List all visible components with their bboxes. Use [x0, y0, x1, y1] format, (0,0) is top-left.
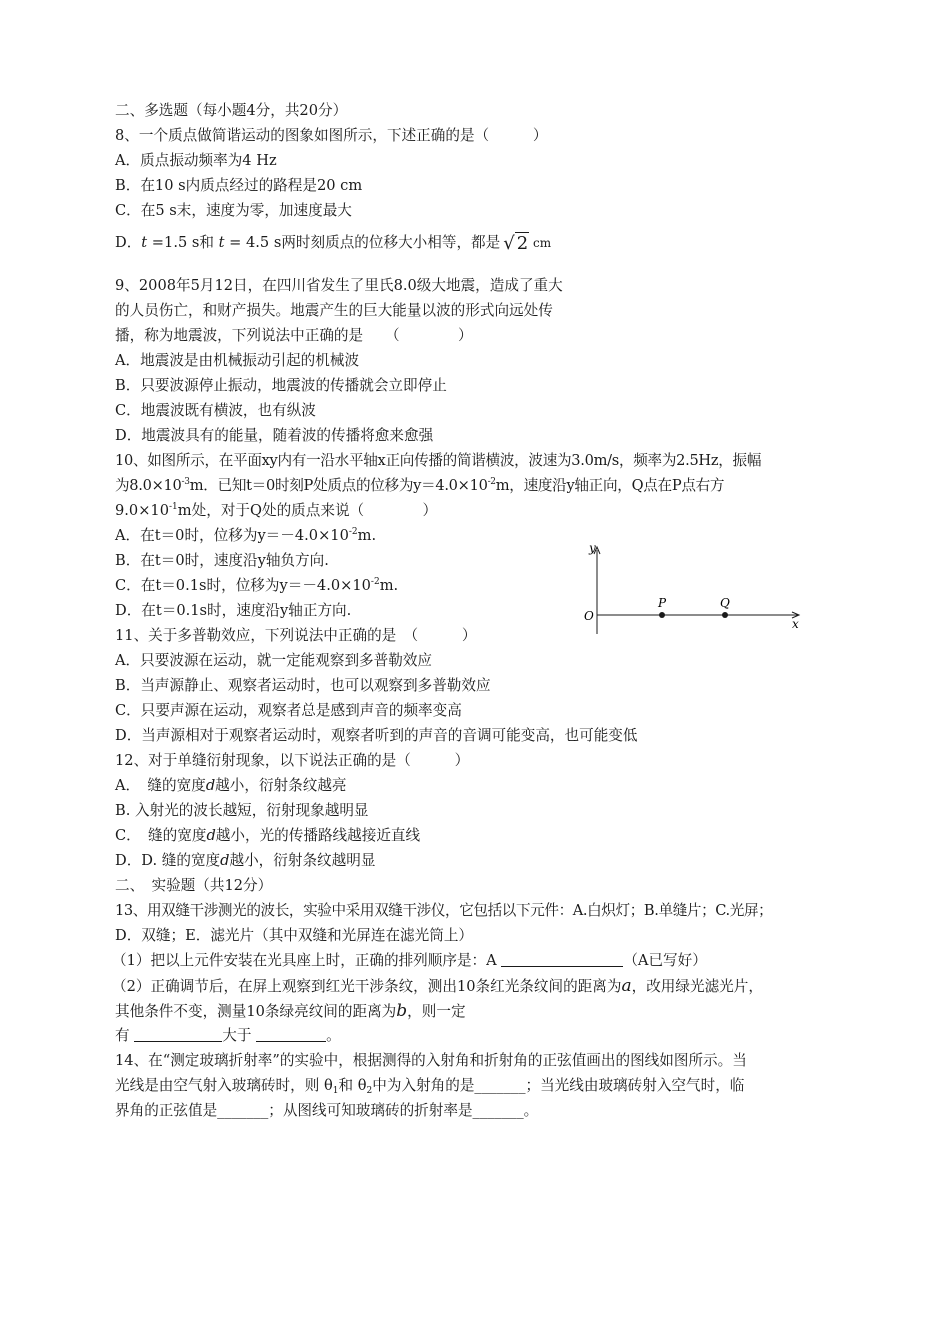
q10-exp-2: -2 [487, 477, 496, 487]
x-axis-label: x [792, 617, 799, 631]
question-11-option-d: D．当声源相对于观察者运动时，观察者听到的声音的音调可能变高，也可能变低 [115, 727, 638, 744]
question-10-stem-line-1: 10、如图所示，在平面xy内有一沿水平轴x正向传播的简谐横波，波速为3.0m/s，频率为2.5Hz，振幅 [115, 452, 762, 469]
point-q-label: Q [720, 596, 730, 610]
question-13-part-2-line-2 [115, 1001, 466, 1022]
question-9-option-c: C．地震波既有横波，也有纵波 [115, 402, 316, 419]
option-d-label: D． [115, 234, 142, 251]
q12a-pre: A． 缝的宽度 [115, 777, 206, 794]
question-8-option-c: C．在5 s末，速度为零，加速度最大 [115, 202, 352, 219]
question-14-stem-line-2 [115, 1076, 744, 1096]
q13p1-text: （1）把以上元件安装在光具座上时，正确的排列顺序是：A [112, 952, 502, 969]
q13p3-text: 其他条件不变，测量10条绿亮纹间的距离为 [115, 1003, 397, 1020]
q14-text-1: 光线是由空气射入玻璃砖时，则 θ [115, 1077, 333, 1094]
q12d-pre: D．D. 缝的宽度 [115, 852, 221, 869]
q12a-var-d: d [205, 777, 216, 794]
q13p4-you: 有 [115, 1027, 135, 1044]
q10a-text: A．在t＝0时，位移为y＝－4.0×10 [115, 527, 349, 544]
question-12-option-c [115, 826, 420, 846]
option-d-text-1: =1.5 s和 [147, 234, 219, 251]
q10-exp-1: -3 [181, 477, 190, 487]
q12d-var-d: d [220, 852, 230, 869]
y-axis-label: y [589, 541, 596, 555]
question-9-option-d: D．地震波具有的能量，随着波的传播将愈来愈强 [115, 427, 434, 444]
q14-sub-2: 2 [366, 1086, 373, 1096]
question-12-option-a [115, 776, 347, 796]
q12c-var-d: d [206, 827, 216, 844]
section-header-multiple-choice: 二、多选题（每小题4分，共20分） [115, 102, 348, 119]
q14-sub-1: 1 [332, 1086, 339, 1096]
question-13-stem-line-2: D．双缝；E．滤光片（其中双缝和光屏连在滤光筒上） [115, 927, 474, 944]
q10-displacement: m．已知t＝0时刻P处质点的位移为y＝4.0×10 [189, 477, 488, 494]
q13p3-text-2: ，则一定 [407, 1003, 466, 1020]
origin-label: O [584, 609, 594, 623]
sqrt-symbol: √ 2 [503, 233, 529, 254]
question-11-option-b: B．当声源静止、观察者运动时，也可以观察到多普勒效应 [115, 677, 491, 694]
question-10-option-a [115, 526, 376, 546]
question-9-option-a: A．地震波是由机械振动引起的机械波 [115, 352, 360, 369]
question-8-option-a: A．质点振动频率为4 Hz [115, 152, 277, 169]
question-10-stem-line-2 [115, 476, 724, 496]
q10c-exp: -2 [370, 577, 380, 587]
question-9-stem-line-2: 的人员伤亡，和财产损失。地震产生的巨大能量以波的形式向远处传 [115, 302, 553, 319]
question-10-option-d: D．在t＝0.1s时，速度沿y轴正方向. [115, 602, 352, 619]
question-9-stem-line-1: 9、2008年5月12日，在四川省发生了里氏8.0级大地震，造成了重大 [115, 277, 563, 294]
q10a-unit: m. [357, 527, 377, 544]
question-10-option-c [115, 576, 398, 596]
q10a-exp: -2 [348, 527, 358, 537]
question-14-stem-line-3: 界角的正弦值是_______；从图线可知玻璃砖的折射率是_______。 [115, 1102, 539, 1119]
question-10-option-b: B．在t＝0时，速度沿y轴负方向. [115, 552, 329, 569]
section-header-experiment: 二、 实验题（共12分） [115, 877, 273, 894]
q13p2-var-a: a [621, 976, 632, 996]
q10c-unit: m. [379, 577, 399, 594]
q13p4-blank-1[interactable] [134, 1027, 222, 1042]
question-8-option-d [115, 233, 551, 254]
q13p1-answer-blank[interactable] [501, 952, 623, 967]
time-var-1: t [141, 234, 148, 251]
question-13-part-1 [112, 951, 707, 971]
q14-text-3: 中为入射角的是_______；当光线由玻璃砖射入空气时，临 [372, 1077, 745, 1094]
question-8-option-b: B．在10 s内质点经过的路程是20 cm [115, 177, 363, 194]
question-11-option-a: A．只要波源在运动，就一定能观察到多普勒效应 [115, 652, 433, 669]
q13p4-blank-2[interactable] [256, 1027, 326, 1042]
q12d-post: 越小，衍射条纹越明显 [229, 852, 376, 869]
question-14-stem-line-1: 14、在“测定玻璃折射率”的实验中，根据测得的入射角和折射角的正弦值画出的图线如图所示。当 [115, 1052, 747, 1069]
question-13-stem-line-1: 13、用双缝干涉测光的波长，实验中采用双缝干涉仪，它包括以下元件：A.白炽灯；B.单缝片；C.光屏； [115, 902, 773, 919]
q13p3-var-b: b [396, 1001, 408, 1021]
q12c-pre: C． 缝的宽度 [115, 827, 207, 844]
wave-position-figure [580, 538, 810, 638]
q12c-post: 越小，光的传播路线越接近直线 [215, 827, 421, 844]
question-12-option-b: B. 入射光的波长越短，衍射现象越明显 [115, 802, 369, 819]
time-var-2: t [218, 234, 225, 251]
q13p2-text-2: ，改用绿光滤光片， [631, 978, 763, 995]
option-d-unit: cm [529, 236, 552, 250]
q10-distance: 9.0×10 [115, 502, 170, 519]
q10-exp-3: -1 [169, 502, 178, 512]
q10-direction: m，速度沿y轴正向，Q点在P点右方 [495, 477, 725, 494]
point-p-label: P [658, 596, 667, 610]
question-9-option-b: B．只要波源停止振动，地震波的传播就会立即停止 [115, 377, 447, 394]
point-q [722, 612, 728, 618]
question-13-part-2-line-3 [115, 1026, 341, 1046]
q14-text-2: 和 θ [338, 1077, 367, 1094]
point-p [659, 612, 665, 618]
question-9-stem-line-3: 播，称为地震波，下列说法中正确的是 （ ） [115, 327, 473, 344]
question-13-part-2 [112, 976, 763, 997]
q10-question: m处，对于Q处的质点来说（ ） [177, 502, 438, 519]
q13p1-note: （A已写好） [623, 952, 707, 969]
question-8-stem: 8、一个质点做简谐运动的图象如图所示，下述正确的是（ ） [115, 127, 548, 144]
q12a-post: 越小，衍射条纹越亮 [215, 777, 347, 794]
question-12-stem: 12、对于单缝衍射现象，以下说法正确的是（ ） [115, 752, 470, 769]
option-d-text-2: = 4.5 s两时刻质点的位移大小相等，都是 [224, 234, 501, 251]
question-11-option-c: C．只要声源在运动，观察者总是感到声音的频率变高 [115, 702, 462, 719]
question-10-stem-line-3 [115, 501, 437, 521]
q10-amplitude: 为8.0×10 [115, 477, 182, 494]
sqrt-radicand: 2 [516, 233, 529, 254]
q13p2-text: （2）正确调节后，在屏上观察到红光干涉条纹，测出10条红光条纹间的距离为 [112, 978, 622, 995]
q13p4-greater-than: 大于 [222, 1027, 257, 1044]
question-11-stem: 11、关于多普勒效应，下列说法中正确的是 （ ） [115, 627, 477, 644]
question-12-option-d [115, 851, 375, 871]
q13p4-end: 。 [326, 1027, 341, 1044]
q10c-text: C．在t＝0.1s时，位移为y＝－4.0×10 [115, 577, 371, 594]
